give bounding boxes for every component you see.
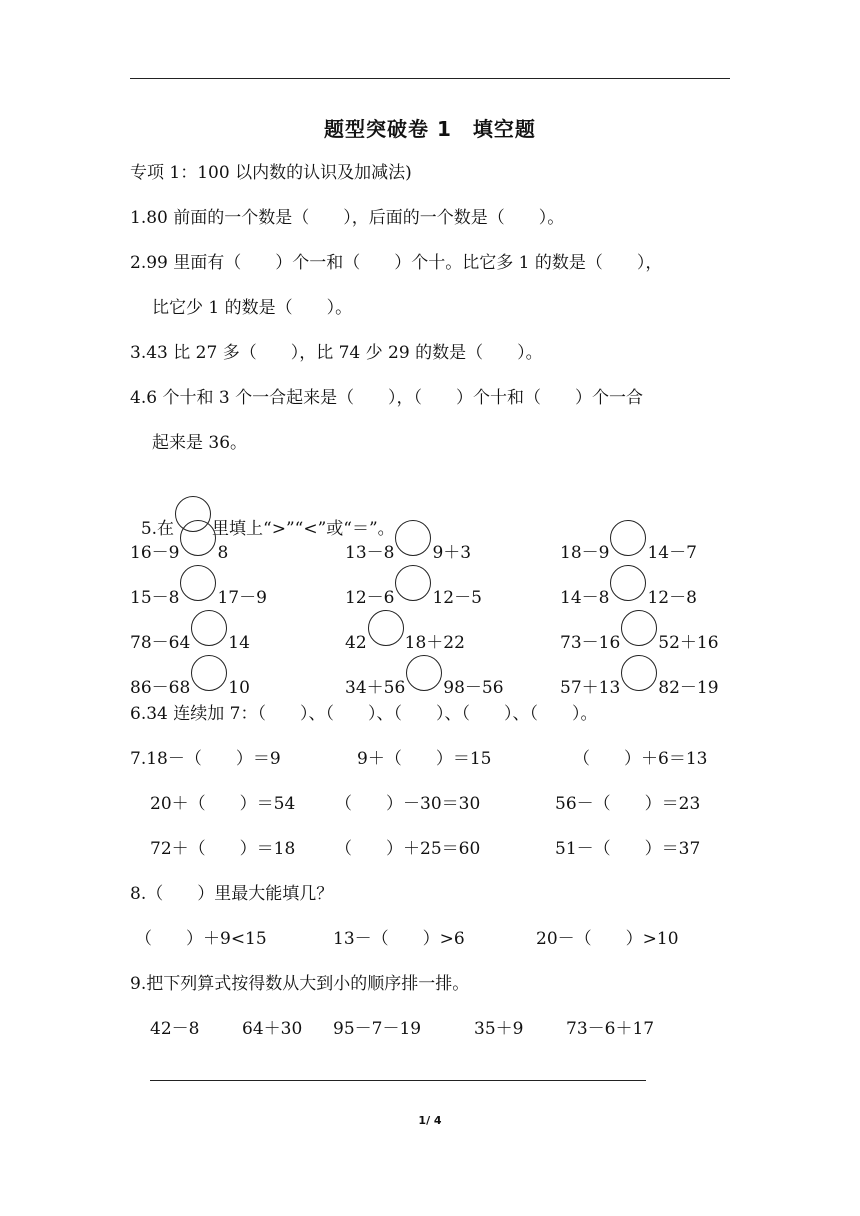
compare-item xyxy=(345,532,471,568)
compare-left: 16－9 xyxy=(130,543,180,563)
question-2-line-2: 比它少 1 的数是（ ）。 xyxy=(152,298,353,318)
compare-left: 12－6 xyxy=(345,588,395,608)
compare-left: 13－8 xyxy=(345,543,395,563)
expression-item: 95－7－19 xyxy=(333,1019,422,1039)
question-5-suffix: 里填上“>”“<”或“＝”。 xyxy=(212,519,395,539)
compare-right: 17－9 xyxy=(217,588,267,608)
compare-item xyxy=(560,532,697,568)
compare-right: 10 xyxy=(228,678,250,698)
compare-item xyxy=(560,622,719,658)
fill-equation: 56－（ ）＝23 xyxy=(555,794,701,814)
section-heading: 专项 1：100 以内数的认识及加减法) xyxy=(130,163,412,183)
compare-left: 73－16 xyxy=(560,633,621,653)
fill-equation: 51－（ ）＝37 xyxy=(555,839,701,859)
page-title: 题型突破卷 1 填空题 xyxy=(324,117,536,141)
compare-item xyxy=(345,667,504,703)
comparison-circle[interactable] xyxy=(406,655,442,691)
inequality-item: 20－（ ）>10 xyxy=(536,929,679,949)
compare-right: 82－19 xyxy=(658,678,719,698)
question-2-line-1: 2.99 里面有（ ）个一和（ ）个十。比它多 1 的数是（ ）， xyxy=(130,253,663,273)
expression-item: 73－6＋17 xyxy=(566,1019,655,1039)
fill-equation: 9＋（ ）＝15 xyxy=(357,749,492,769)
compare-item xyxy=(130,667,250,703)
comparison-circle[interactable] xyxy=(621,610,657,646)
compare-item xyxy=(345,577,482,613)
compare-left: 18－9 xyxy=(560,543,610,563)
comparison-circle[interactable] xyxy=(395,520,431,556)
compare-right: 12－8 xyxy=(647,588,697,608)
compare-item xyxy=(130,577,267,613)
compare-left: 86－68 xyxy=(130,678,191,698)
comparison-circle[interactable] xyxy=(610,565,646,601)
fill-equation: 20＋（ ）＝54 xyxy=(150,794,296,814)
compare-item xyxy=(560,577,697,613)
header-rule xyxy=(130,78,730,79)
comparison-circle[interactable] xyxy=(395,565,431,601)
question-3: 3.43 比 27 多（ ），比 74 少 29 的数是（ ）。 xyxy=(130,343,543,363)
comparison-circle[interactable] xyxy=(610,520,646,556)
comparison-circle[interactable] xyxy=(621,655,657,691)
compare-left: 57＋13 xyxy=(560,678,621,698)
expression-item: 64＋30 xyxy=(242,1019,303,1039)
compare-left: 78－64 xyxy=(130,633,191,653)
compare-item xyxy=(345,622,465,658)
compare-right: 14 xyxy=(228,633,250,653)
comparison-circle[interactable] xyxy=(191,610,227,646)
page-number: 1/ 4 xyxy=(418,1114,442,1127)
compare-right: 14－7 xyxy=(647,543,697,563)
compare-left: 42 xyxy=(345,633,367,653)
compare-left: 15－8 xyxy=(130,588,180,608)
comparison-circle[interactable] xyxy=(180,565,216,601)
question-8: 8.（ ）里最大能填几？ xyxy=(130,884,334,904)
answer-line[interactable] xyxy=(150,1080,646,1081)
expression-item: 42－8 xyxy=(150,1019,200,1039)
question-5-prefix: 5.在 xyxy=(140,519,175,539)
compare-left: 14－8 xyxy=(560,588,610,608)
inequality-item: （ ）＋9<15 xyxy=(135,929,267,949)
question-6: 6.34 连续加 7：（ ）、（ ）、（ ）、（ ）、（ ）。 xyxy=(130,704,598,724)
compare-right: 9＋3 xyxy=(432,543,472,563)
expression-item: 35＋9 xyxy=(474,1019,524,1039)
fill-equation: （ ）－30＝30 xyxy=(335,794,481,814)
comparison-circle[interactable] xyxy=(191,655,227,691)
fill-equation: 7.18－（ ）＝9 xyxy=(130,749,281,769)
compare-right: 18＋22 xyxy=(404,633,465,653)
question-4-line-2: 起来是 36。 xyxy=(152,433,248,453)
compare-right: 8 xyxy=(217,543,229,563)
compare-left: 34＋56 xyxy=(345,678,406,698)
fill-equation: （ ）＋6＝13 xyxy=(573,749,708,769)
question-4-line-1: 4.6 个十和 3 个一合起来是（ ），（ ）个十和（ ）个一合 xyxy=(130,388,644,408)
compare-right: 52＋16 xyxy=(658,633,719,653)
compare-item xyxy=(130,622,250,658)
fill-equation: 72＋（ ）＝18 xyxy=(150,839,296,859)
comparison-circle[interactable] xyxy=(180,520,216,556)
compare-right: 12－5 xyxy=(432,588,482,608)
question-1: 1.80 前面的一个数是（ ），后面的一个数是（ ）。 xyxy=(130,208,565,228)
comparison-circle[interactable] xyxy=(368,610,404,646)
inequality-item: 13－（ ）>6 xyxy=(333,929,465,949)
compare-right: 98－56 xyxy=(443,678,504,698)
question-9: 9.把下列算式按得数从大到小的顺序排一排。 xyxy=(130,974,470,994)
compare-item xyxy=(560,667,719,703)
fill-equation: （ ）＋25＝60 xyxy=(335,839,481,859)
compare-item xyxy=(130,532,228,568)
